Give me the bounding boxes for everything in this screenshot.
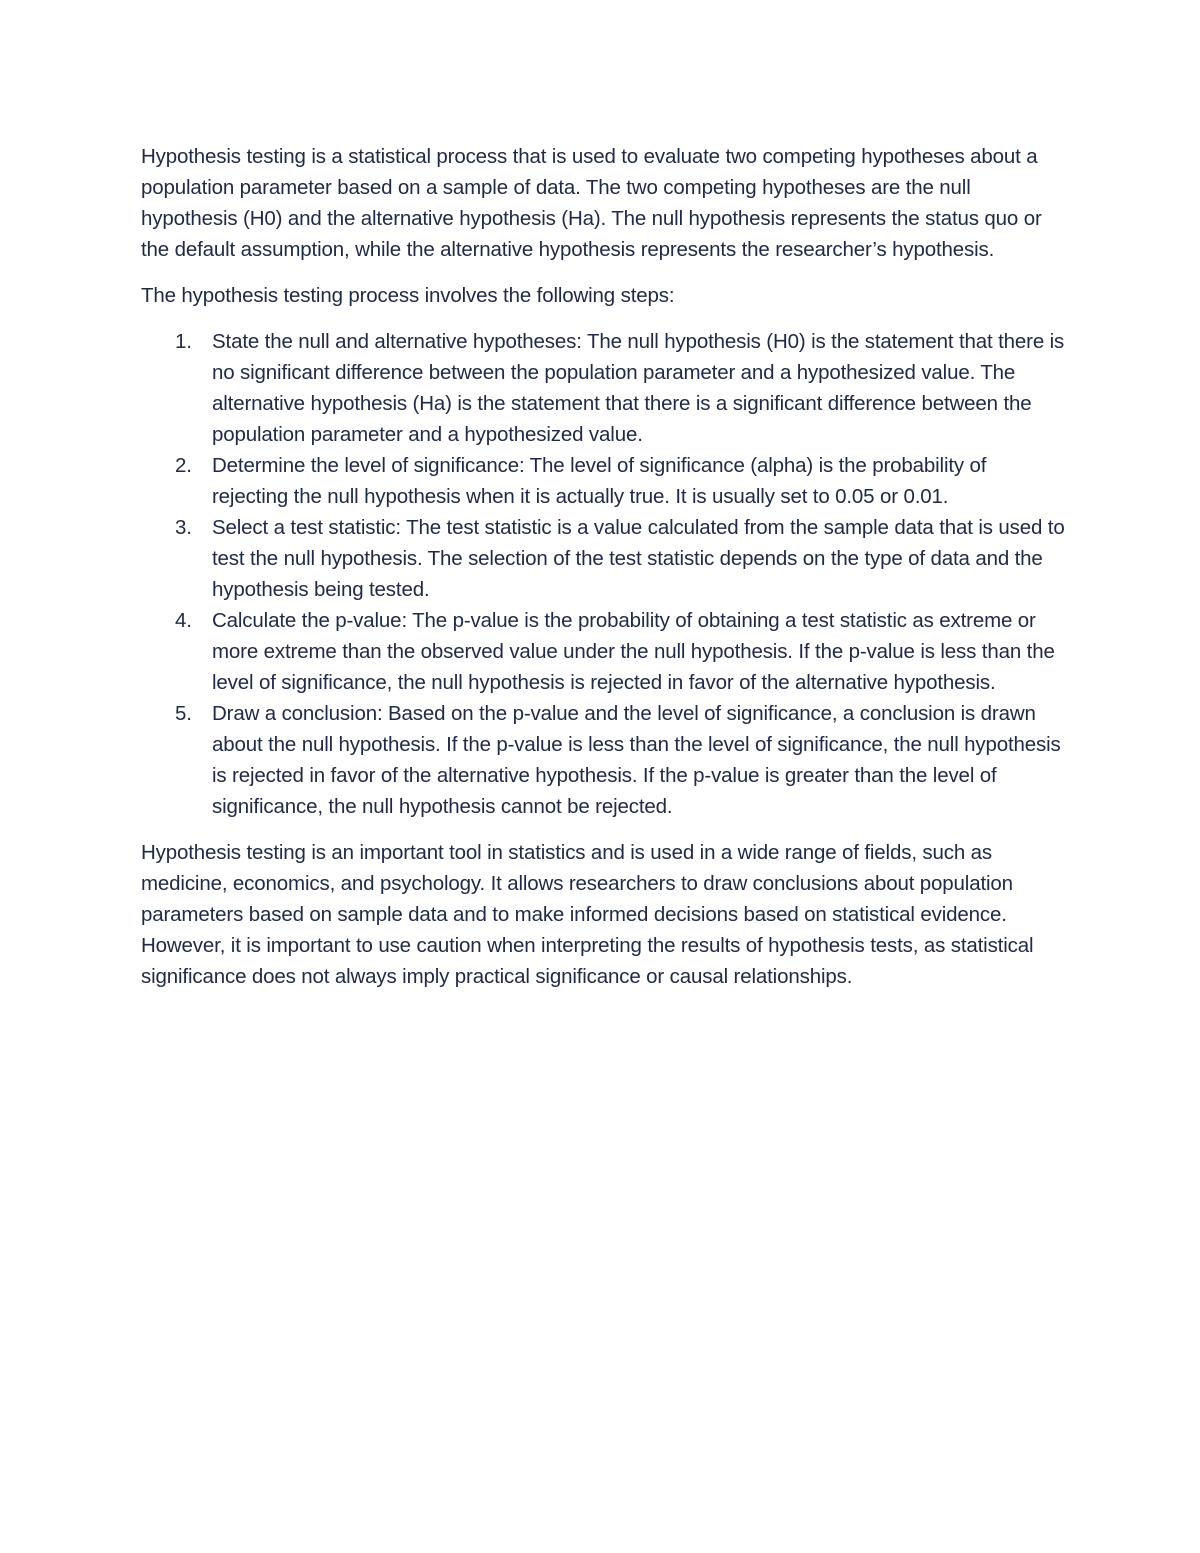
conclusion-paragraph: Hypothesis testing is an important tool in statistics and is used in a wide range of fields, such as medicine, economics, and psychology. It allows researchers to draw conclusions about population parameters based on sample data and to make informed decisions based on statistical evidence. However, it is important to use caution when interpreting the results of hypothesis tests, as statistical significance does not always imply practical significance or causal relationships.: [141, 841, 1034, 988]
step-number: 4.: [175, 609, 192, 632]
step-text: Draw a conclusion: Based on the p-value and the level of significance, a conclusion is drawn about the null hypothesis. If the p-value is less than the level of significance, the null hypothesis is rejected in favor of the alternative hypothesis. If the p-value is greater than the level of significance, the null hypothesis cannot be rejected.: [212, 702, 1061, 818]
steps-intro-paragraph: The hypothesis testing process involves the following steps:: [141, 284, 675, 307]
step-text: Calculate the p-value: The p-value is the probability of obtaining a test statistic as extreme or more extreme than the observed value under the null hypothesis. If the p-value is less than the level of significance, the null hypothesis is rejected in favor of the alternative hypothesis.: [212, 609, 1055, 694]
step-number: 1.: [175, 330, 192, 353]
list-item: [141, 450, 1066, 512]
step-number: 2.: [175, 454, 192, 477]
list-item: [141, 605, 1066, 698]
step-text: Determine the level of significance: The level of significance (alpha) is the probability of rejecting the null hypothesis when it is actually true. It is usually set to 0.05 or 0.01.: [212, 454, 987, 508]
intro-paragraph: Hypothesis testing is a statistical process that is used to evaluate two competing hypotheses about a population parameter based on a sample of data. The two competing hypotheses are the null hypothesis (H0) and the alternative hypothesis (Ha). The null hypothesis represents the status quo or the default assumption, while the alternative hypothesis represents the researcher’s hypothesis.: [141, 145, 1042, 261]
steps-list: [141, 326, 1066, 822]
step-text: State the null and alternative hypotheses: The null hypothesis (H0) is the statement that there is no significant difference between the population parameter and a hypothesized value. The alternative hypothesis (Ha) is the statement that there is a significant difference between the population parameter and a hypothesized value.: [212, 330, 1065, 446]
list-item: [141, 698, 1066, 822]
list-item: [141, 512, 1066, 605]
list-item: [141, 326, 1066, 450]
step-number: 3.: [175, 516, 192, 539]
document-body: [141, 141, 1066, 1007]
step-number: 5.: [175, 702, 192, 725]
step-text: Select a test statistic: The test statistic is a value calculated from the sample data that is used to test the null hypothesis. The selection of the test statistic depends on the type of data and the hypothesis being tested.: [212, 516, 1065, 601]
